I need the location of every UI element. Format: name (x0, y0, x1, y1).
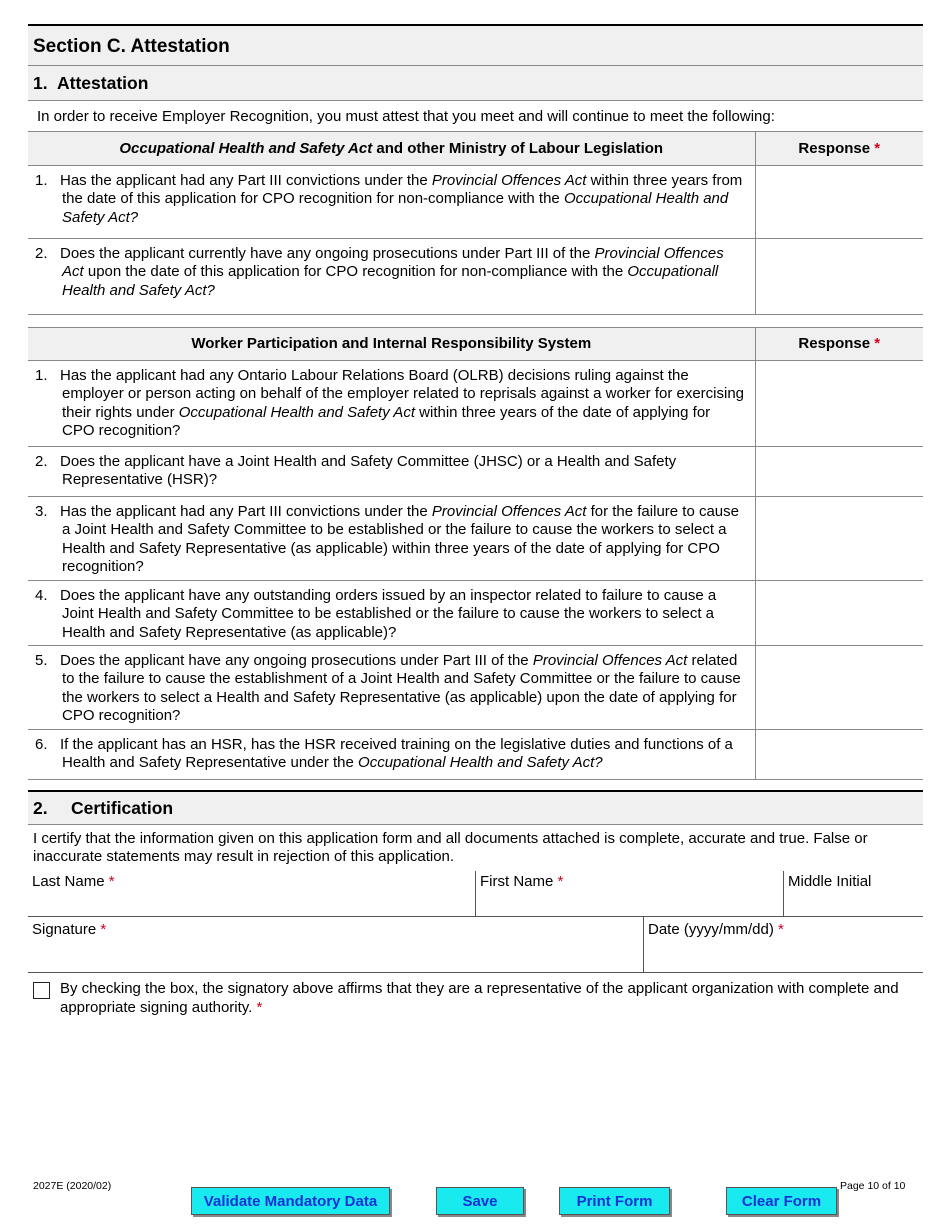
question-number: 4. (35, 586, 48, 604)
question-part: for the failure to cause a Joint Health and Safety Committee to be established or the failure to cause the workers to select a Health and Safety Representative (as applicable) within three years of the date of applying for CPO recognition? (62, 502, 739, 576)
header-italic-text: Occupational Health and Safety Act (119, 139, 373, 157)
question-italic: Provincial Offences Act (532, 651, 688, 669)
question-italic: Occupational Health and Safety Act? (358, 754, 603, 772)
response-cell[interactable] (755, 165, 923, 238)
clear-form-button[interactable]: Clear Form (726, 1187, 837, 1215)
form-page (28, 24, 923, 1017)
required-asterisk: * (874, 335, 881, 352)
certification-statement: I certify that the information given on this application form and all documents attached is complete, accurate and true. False or inaccurate statements may result in rejection of this application. (33, 829, 868, 866)
signature-field[interactable] (28, 917, 643, 972)
question-text (28, 238, 755, 314)
response-cell[interactable] (755, 360, 923, 446)
response-cell[interactable] (755, 238, 923, 314)
affirmation-label: By checking the box, the signatory above affirms that they are a representative of the applicant organization with complete and appropriate signing authority. (60, 979, 899, 1016)
response-column-header (755, 132, 923, 165)
date-field[interactable] (643, 917, 923, 972)
validate-mandatory-data-button[interactable]: Validate Mandatory Data (191, 1187, 390, 1215)
required-asterisk: * (557, 872, 564, 890)
first-name-field[interactable] (475, 871, 783, 916)
question-italic: Occupational (627, 263, 715, 281)
signature-label: Signature (32, 920, 97, 938)
question-text (28, 645, 755, 729)
question-text (28, 496, 755, 580)
question-part: Has the applicant had any Ontario Labour Relations Board (OLRB) decisions ruling against the employer or person acting on behalf of the employer related to reprisals against a worker for exercising their rights under (60, 366, 745, 421)
question-italic: Occupational Health and Safety Act (178, 403, 415, 421)
required-asterisk: * (256, 998, 263, 1016)
response-label: Response (798, 139, 871, 157)
required-asterisk: * (108, 872, 115, 890)
question-text (28, 580, 755, 645)
worker-participation-table (28, 327, 923, 780)
table-row (28, 360, 923, 446)
first-name-label: First Name (480, 872, 554, 890)
affirmation-checkbox[interactable] (33, 982, 50, 999)
legislation-table (28, 132, 923, 315)
question-part: Does the applicant currently have any ongoing prosecutions under Part III of the (60, 244, 595, 262)
response-cell[interactable] (755, 645, 923, 729)
table-row (28, 446, 923, 496)
table-header-row (28, 327, 923, 360)
affirmation-row (28, 979, 923, 1017)
table-row (28, 496, 923, 580)
middle-initial-field[interactable] (783, 871, 923, 916)
question-part: within three years of the date of applying for CPO recognition? (62, 403, 711, 440)
question-number: 2. (35, 452, 48, 470)
certification-title: Certification (71, 797, 174, 818)
question-part: Does the applicant have any ongoing prosecutions under Part III of the (60, 651, 533, 669)
signature-fields-row (28, 917, 923, 973)
attestation-title: Attestation (57, 73, 149, 93)
table-row (28, 729, 923, 779)
question-number: 3. (35, 502, 48, 520)
question-text (28, 729, 755, 779)
question-italic: Provincial Offences Act (431, 171, 587, 189)
certification-section (28, 790, 923, 1017)
last-name-field[interactable] (28, 871, 475, 916)
last-name-label: Last Name (32, 872, 105, 890)
form-code: 2027E (2020/02) (33, 1180, 112, 1192)
question-part: related to the failure to cause the establishment of a Joint Health and Safety Committee or the failure to cause the workers to select a Health and Safety Representative (as applicable) upon the date of applying for CPO recognition? (62, 651, 741, 725)
table-row (28, 580, 923, 645)
question-number: 2. (35, 244, 48, 262)
question-part: Has the applicant had any Part III convictions under the (60, 171, 432, 189)
question-text (28, 165, 755, 238)
worker-participation-column-header: Worker Participation and Internal Responsibility System (28, 327, 755, 360)
response-cell[interactable] (755, 446, 923, 496)
question-part: Has the applicant had any Part III convictions under the (60, 502, 432, 520)
attestation-intro: In order to receive Employer Recognition, you must attest that you meet and will continue to meet the following: (28, 101, 923, 132)
legislation-column-header (28, 132, 755, 165)
affirmation-text (60, 979, 923, 1017)
name-fields-row (28, 871, 923, 917)
question-number: 5. (35, 651, 48, 669)
table-row (28, 238, 923, 314)
question-italic: l Health and Safety Act? (62, 263, 719, 299)
certification-heading (28, 792, 923, 825)
save-button[interactable]: Save (436, 1187, 524, 1215)
question-part: Does the applicant have a Joint Health and Safety Committee (JHSC) or a Health and Safety Representative (HSR)? (60, 452, 677, 489)
question-italic: Provincial Offences Act (62, 244, 724, 281)
table-header-row (28, 132, 923, 165)
question-number: 6. (35, 735, 48, 753)
question-part: within three years from the date of this application for CPO recognition for non-compliance with the (62, 171, 743, 208)
attestation-heading (28, 66, 923, 101)
question-text (28, 360, 755, 446)
table-row (28, 165, 923, 238)
response-cell[interactable] (755, 496, 923, 580)
response-cell[interactable] (755, 580, 923, 645)
question-number: 1. (35, 171, 48, 189)
question-text (28, 446, 755, 496)
date-label: Date (yyyy/mm/dd) (648, 920, 774, 938)
header-rest-text: and other Ministry of Labour Legislation (372, 139, 664, 157)
attestation-number: 1. (33, 73, 48, 93)
question-part: Does the applicant have any outstanding orders issued by an inspector related to failure to cause a Joint Health and Safety Committee to be established or the failure to cause the workers to select a Health and Safety Representative (as applicable)? (60, 586, 717, 641)
certification-number: 2. (33, 797, 48, 818)
question-part: If the applicant has an HSR, has the HSR received training on the legislative duties and functions of a Health and Safety Representative under the (60, 735, 733, 772)
section-title (28, 24, 923, 66)
print-form-button[interactable]: Print Form (559, 1187, 670, 1215)
table-row (28, 645, 923, 729)
response-column-header (755, 327, 923, 360)
response-cell[interactable] (755, 729, 923, 779)
required-asterisk: * (100, 920, 107, 938)
required-asterisk: * (874, 139, 881, 157)
question-number: 1. (35, 366, 48, 384)
response-label: Response (798, 335, 871, 352)
question-part: upon the date of this application for CPO recognition for non-compliance with the (83, 263, 628, 281)
question-italic: Occupational Health and Safety Act? (62, 190, 729, 226)
middle-initial-label: Middle Initial (788, 872, 872, 890)
section-title-text: Section C. Attestation (33, 36, 230, 57)
required-asterisk: * (778, 920, 784, 938)
question-italic: Provincial Offences Act (431, 502, 587, 520)
table-gap (28, 315, 923, 327)
page-number: Page 10 of 10 (840, 1180, 906, 1192)
